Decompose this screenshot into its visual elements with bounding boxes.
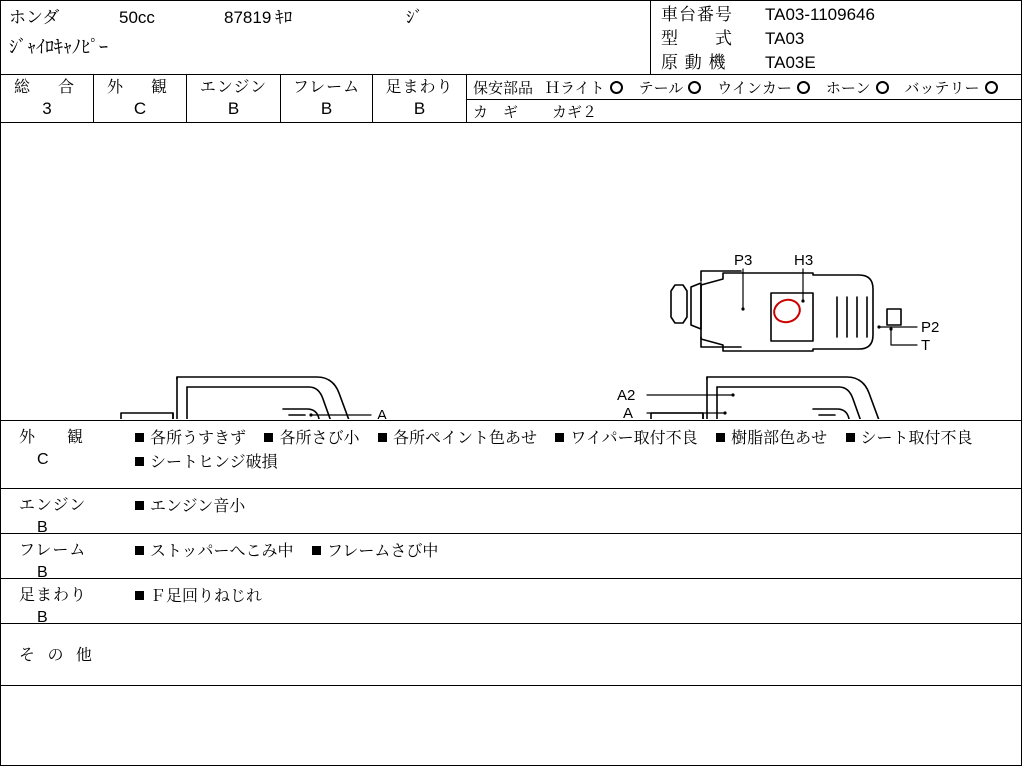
shift-type: ｼﾞ [406,8,423,27]
grade-frame-label: フレーム [292,78,361,96]
comment-row-engine [1,489,1021,534]
grade-exterior [94,75,187,122]
diagram-svg [1,123,1021,419]
displacement: 50cc [119,8,155,27]
equip-taillight [639,77,702,98]
chassis-value: TA03-1109646 [765,5,875,24]
comment-row-exterior [1,421,1021,489]
engine-row [661,51,1021,75]
grade-frame [281,75,373,122]
engine-value: TA03E [765,53,816,72]
comment-body-exterior [121,421,1021,488]
type-row [661,27,1021,51]
comment-category-suspension [1,579,121,626]
equip-taillight-label: テール [638,79,684,97]
grade-suspension-value: B [413,98,426,118]
equip-horn-label: ホーン [825,79,871,97]
bullet-square-icon [312,546,321,555]
bullet-square-icon [135,501,144,510]
label-top-p3: P3 [734,252,753,269]
equip-winker-label: ウインカー [717,79,792,97]
safety-equipment-row [467,75,1021,100]
grade-exterior-label: 外 観 [106,78,173,96]
mileage-group [224,3,344,28]
equip-horn [826,77,889,98]
label-top-p2: P2 [921,319,940,336]
equip-headlight [545,77,623,98]
circle-ok-icon [797,81,810,94]
label-right-a2: A2 [617,387,636,404]
equip-winker [717,77,810,98]
engine-label: 原 動 機 [661,53,727,72]
comment-category-grade: B [37,609,48,626]
comment-category-grade: B [37,564,48,581]
chassis-label: 車台番号 [661,5,733,24]
label-top-h3: H3 [794,252,814,269]
comment-item: シート取付不良 [846,430,973,447]
comment-body-suspension [121,579,1021,623]
grade-engine [187,75,281,122]
comment-item: ストッパーへこみ中 [135,543,294,560]
maker-name: ホンダ [9,8,60,27]
bullet-square-icon [555,433,564,442]
comment-row-frame [1,534,1021,579]
equip-headlight-label: Ｈライト [545,79,605,97]
safety-equipment-title: 保安部品 [473,79,534,97]
comment-item: フレームさび中 [312,543,438,560]
comment-category-grade: B [37,519,48,536]
comment-category-label: エンジン [19,497,87,514]
header-vehicle-info [1,1,651,74]
grade-suspension-label: 足まわり [385,78,454,96]
grade-exterior-value: C [133,98,147,118]
comment-category-grade: C [37,451,49,468]
equip-battery-label: バッテリー [904,79,980,97]
comment-row-blank [1,686,1021,765]
comment-row-other [1,624,1021,686]
comment-body-frame [121,534,1021,578]
bullet-square-icon [846,433,855,442]
label-top-t: T [921,337,931,354]
comment-item: エンジン音小 [135,498,245,515]
grade-engine-value: B [227,98,240,118]
grade-engine-label: エンジン [199,78,268,96]
circle-ok-icon [610,81,623,94]
other-body [96,624,1021,685]
comment-item: 各所ペイント色あせ [378,430,537,447]
key-row [467,100,1021,122]
grade-frame-value: B [320,98,333,118]
comment-item: 樹脂部色あせ [716,430,827,447]
bullet-square-icon [716,433,725,442]
grade-overall-label: 総 合 [13,78,80,96]
grades-row [1,75,1021,123]
condition-comments [1,421,1021,765]
comment-item: Ｆ足回りねじれ [135,588,262,605]
comment-item: ワイパー取付不良 [555,430,697,447]
label-right-a: A [623,405,634,419]
vehicle-damage-diagram [1,123,1021,421]
mileage-value: 87819 [224,8,272,27]
comment-category-label: 外 観 [19,429,92,446]
grade-overall-value: 3 [42,98,52,118]
type-value: TA03 [765,29,805,48]
bullet-square-icon [135,457,144,466]
chassis-row [661,3,1021,27]
comment-category-engine [1,489,121,536]
grade-suspension [373,75,467,122]
comment-category-exterior [1,421,121,488]
safety-equipment-block [467,75,1021,122]
circle-ok-icon [876,81,889,94]
key-label: カ ギ [473,103,519,121]
circle-ok-icon [688,81,701,94]
comment-item: シートヒンジ破損 [135,454,278,471]
comment-item: 各所さび小 [264,430,359,447]
key-value: カギ２ [552,103,598,121]
type-label: 型 式 [661,29,733,48]
grade-overall [1,75,94,122]
label-left-a: A [377,407,388,419]
bullet-square-icon [135,433,144,442]
comment-item: 各所うすきず [135,430,246,447]
bullet-square-icon [378,433,387,442]
bullet-square-icon [135,546,144,555]
model-name: ｼﾞｬｲﾛｷｬﾉﾋﾟｰ [9,37,108,57]
comment-body-engine [121,489,1021,533]
header [1,1,1021,75]
other-label: そ の 他 [19,647,96,664]
circle-ok-icon [985,81,998,94]
comment-category-label: 足まわり [19,587,88,604]
mileage-unit: ｷﾛ [275,8,293,27]
diagram-labels [57,252,949,419]
header-identification [651,1,1021,74]
bullet-square-icon [135,591,144,600]
comment-row-suspension [1,579,1021,624]
bullet-square-icon [264,433,273,442]
equip-battery [905,77,998,98]
comment-category-frame [1,534,121,581]
comment-category-label: フレーム [19,542,87,559]
